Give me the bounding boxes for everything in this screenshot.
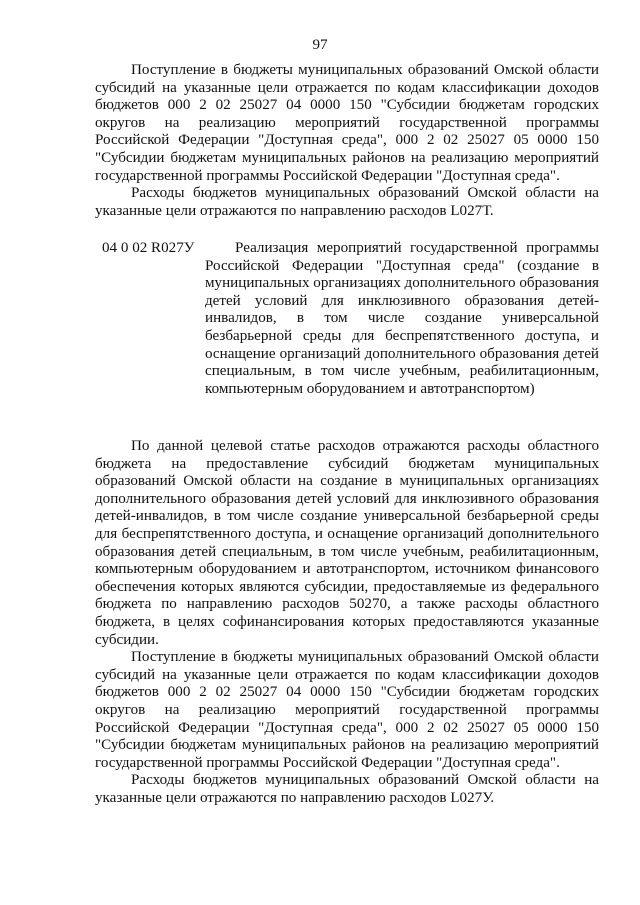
article-explanation-section [95,438,599,807]
income-section-top [95,62,599,220]
expense-paragraph: Расходы бюджетов муниципальных образований Омской области на указанные цели отражаются по направлению расходов L027У. [95,772,599,806]
page-number: 97 [312,37,328,53]
target-article-description: Реализация мероприятий государственной программы Российской Федерации "Доступная среда" (создание в муниципальных организациях дополнительного образования детей условий для инклюзивного образования детей-инвалидов, в том числе создание универсальной безбарьерной среды для беспрепятственного доступа, и оснащение организаций дополнительного образования детей специальным, в том числе учебным, реабилитационным, компьютерным оборудованием и автотранспортом) [205,240,599,397]
income-paragraph: Поступление в бюджеты муниципальных образований Омской области субсидий на указанные цели отражается по кодам классификации доходов бюджетов 000 2 02 25027 04 0000 150 "Субсидии бюджетам городских округов на реализацию мероприятий государственной программы Российской Федерации "Доступная среда", 000 2 02 25027 05 0000 150 "Субсидии бюджетам муниципальных районов на реализацию мероприятий государственной программы Российской Федерации "Доступная среда". [95,62,599,184]
income-paragraph: Поступление в бюджеты муниципальных образований Омской области субсидий на указанные цели отражается по кодам классификации доходов бюджетов 000 2 02 25027 04 0000 150 "Субсидии бюджетам городских округов на реализацию мероприятий государственной программы Российской Федерации "Доступная среда", 000 2 02 25027 05 0000 150 "Субсидии бюджетам муниципальных районов на реализацию мероприятий государственной программы Российской Федерации "Доступная среда". [95,649,599,771]
expense-paragraph: Расходы бюджетов муниципальных образований Омской области на указанные цели отражаются по направлению расходов L027Т. [95,185,599,219]
target-article-code: 04 0 02 R027У [102,240,195,256]
article-explanation-paragraph: По данной целевой статье расходов отражаются расходы областного бюджета на предоставление субсидий бюджетам муниципальных образований Омской области на создание в муниципальных организациях дополнительного образования детей условий для инклюзивного образования детей-инвалидов, в том числе создание универсальной безбарьерной среды для беспрепятственного доступа, и оснащение организаций дополнительного образования детей специальным, в том числе учебным, реабилитационным, компьютерным оборудованием и автотранспортом, источником финансового обеспечения которых являются субсидии, предоставляемые из федерального бюджета по направлению расходов 50270, а также расходы областного бюджета, в целях софинансирования которых предоставляются указанные субсидии. [95,438,599,648]
